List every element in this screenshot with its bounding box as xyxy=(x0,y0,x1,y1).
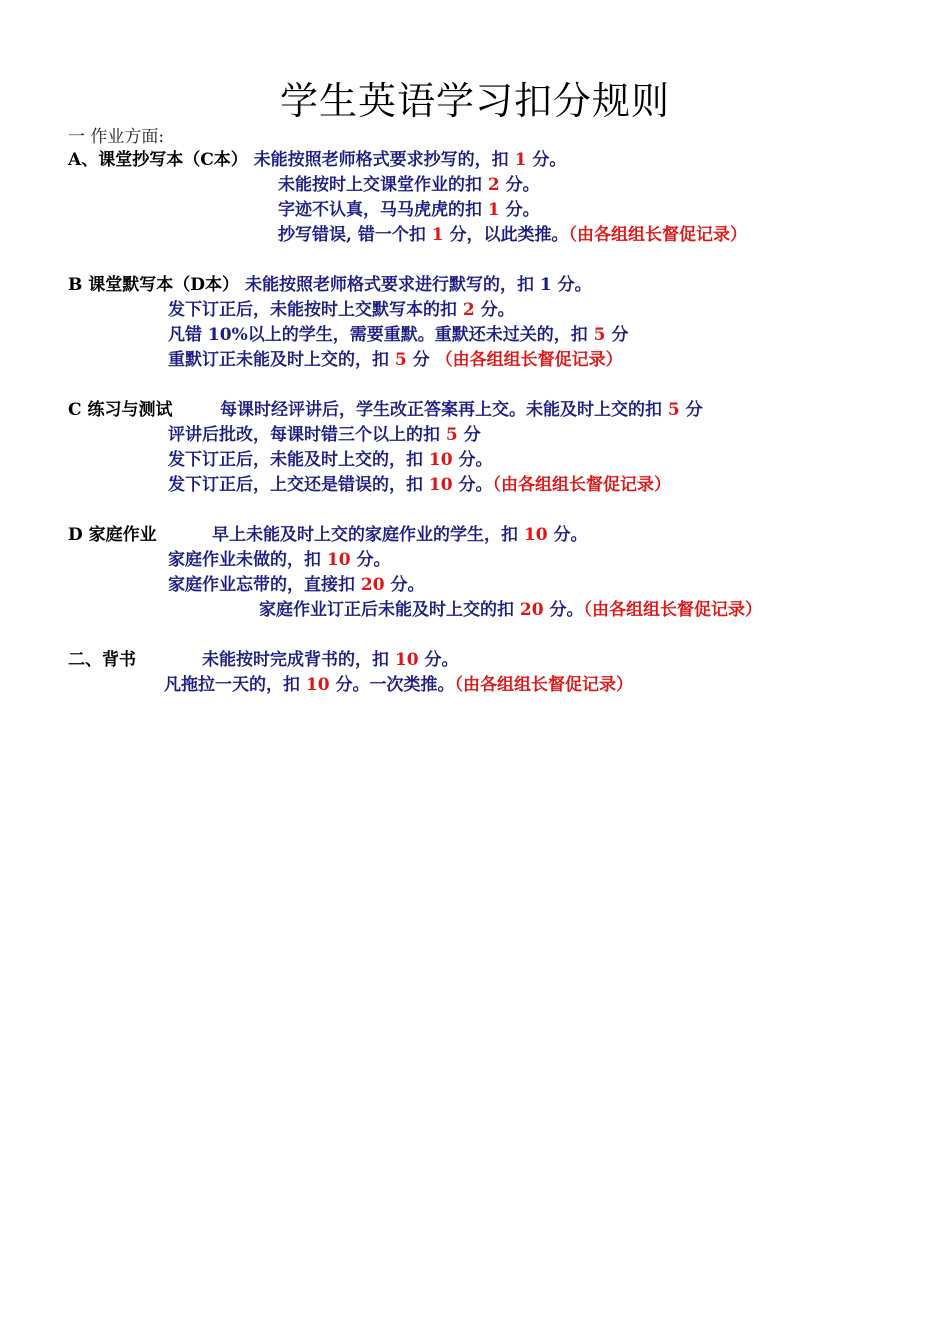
rule-text: 每课时经评讲后，学生改正答案再上交。未能及时上交的扣 xyxy=(220,400,668,420)
rule-text: 分。 xyxy=(418,650,459,670)
rule-line xyxy=(168,474,671,496)
rule-line xyxy=(168,424,481,446)
rule-line xyxy=(168,349,623,371)
deduction-points: 1 xyxy=(487,200,500,220)
rule-text: 分。 xyxy=(350,550,391,570)
rule-line xyxy=(278,224,747,246)
rule-line xyxy=(68,399,172,421)
rule-line xyxy=(168,324,628,346)
rule-text: 评讲后批改，每课时错三个以上的扣 xyxy=(168,425,446,445)
rule-text: 分 xyxy=(406,350,436,370)
supervision-note: （由各组组长督促记录） xyxy=(568,225,748,245)
rule-line xyxy=(68,274,592,296)
deduction-points: 5 xyxy=(394,350,407,370)
rule-line xyxy=(164,674,633,696)
rule-text: 分。 xyxy=(384,575,425,595)
rule-text: 分 xyxy=(605,325,629,345)
rule-text: 分。 xyxy=(547,525,588,545)
rule-line xyxy=(68,649,136,671)
section-label: C 练习与测试 xyxy=(68,400,173,420)
deduction-points: 5 xyxy=(667,400,680,420)
rule-text: 字迹不认真，马马虎虎的扣 xyxy=(278,200,488,220)
rule-text: 家庭作业忘带的，直接扣 xyxy=(168,575,361,595)
supervision-note: （由各组组长督促记录） xyxy=(492,475,672,495)
document-title: 学生英语学习扣分规则 xyxy=(279,79,670,123)
rule-text: 发下订正后，上交还是错误的，扣 xyxy=(168,475,429,495)
deduction-points: 2 xyxy=(462,300,475,320)
deduction-points: 5 xyxy=(593,325,606,345)
rule-text: 重默订正未能及时上交的，扣 xyxy=(168,350,395,370)
rule-line xyxy=(68,524,157,546)
rule-line xyxy=(278,199,540,221)
deduction-points: 10 xyxy=(428,450,453,470)
deduction-points: 20 xyxy=(519,600,544,620)
rule-text: 未能按时完成背书的，扣 xyxy=(202,650,395,670)
deduction-points: 10 xyxy=(523,525,548,545)
supervision-note: （由各组组长督促记录） xyxy=(583,600,763,620)
rule-line xyxy=(68,149,566,171)
rule-text: 分。 xyxy=(474,300,515,320)
deduction-points: 2 xyxy=(487,175,500,195)
deduction-points: 10 xyxy=(305,675,330,695)
rule-line xyxy=(168,549,391,571)
rule-text: 分。 xyxy=(543,600,584,620)
supervision-note: （由各组组长督促记录） xyxy=(454,675,634,695)
rule-text: 未能按时上交课堂作业的扣 xyxy=(278,175,488,195)
rule-text: 发下订正后，未能及时上交的，扣 xyxy=(168,450,429,470)
rule-line xyxy=(202,649,459,671)
deduction-points: 10 xyxy=(326,550,351,570)
rule-text: 分。一次类推。 xyxy=(329,675,455,695)
rule-line xyxy=(168,574,425,596)
rule-text: 分。 xyxy=(499,200,540,220)
rule-text: 分。 xyxy=(526,150,567,170)
supervision-note: （由各组组长督促记录） xyxy=(435,350,623,370)
rule-text: 分 xyxy=(457,425,481,445)
rule-text: 分。 xyxy=(452,475,493,495)
rule-text: 未能按照老师格式要求进行默写的，扣 1 分。 xyxy=(239,275,592,295)
rule-text: 分。 xyxy=(499,175,540,195)
rule-line xyxy=(168,299,515,321)
rule-text: 发下订正后，未能按时上交默写本的扣 xyxy=(168,300,463,320)
rule-text: 未能按照老师格式要求抄写的，扣 xyxy=(247,150,515,170)
section-label: 二、背书 xyxy=(68,650,136,670)
deduction-points: 1 xyxy=(431,225,444,245)
rule-text: 抄写错误, 错一个扣 xyxy=(278,225,432,245)
rule-line xyxy=(220,399,703,421)
rule-line xyxy=(259,599,762,621)
rule-text: 早上未能及时上交的家庭作业的学生，扣 xyxy=(212,525,524,545)
rule-text: 分 xyxy=(679,400,703,420)
deduction-points: 10 xyxy=(394,650,419,670)
section-label: D 家庭作业 xyxy=(68,525,157,545)
deduction-points: 5 xyxy=(445,425,458,445)
rule-text: 家庭作业订正后未能及时上交的扣 xyxy=(259,600,520,620)
rule-line xyxy=(168,449,493,471)
deduction-points: 1 xyxy=(514,150,527,170)
deduction-points: 10 xyxy=(428,475,453,495)
rule-line xyxy=(278,174,540,196)
rule-line xyxy=(212,524,588,546)
rule-text: 分，以此类推。 xyxy=(443,225,569,245)
rule-text: 凡拖拉一天的，扣 xyxy=(164,675,306,695)
rule-text: 分。 xyxy=(452,450,493,470)
deduction-points: 20 xyxy=(360,575,385,595)
section-label: A、课堂抄写本（C本） xyxy=(68,150,248,170)
rule-text: 家庭作业未做的，扣 xyxy=(168,550,327,570)
rule-text: 凡错 10%以上的学生，需要重默。重默还未过关的，扣 xyxy=(168,325,594,345)
section-intro: 一 作业方面: xyxy=(68,127,165,147)
section-label: B 课堂默写本（D本） xyxy=(68,275,240,295)
